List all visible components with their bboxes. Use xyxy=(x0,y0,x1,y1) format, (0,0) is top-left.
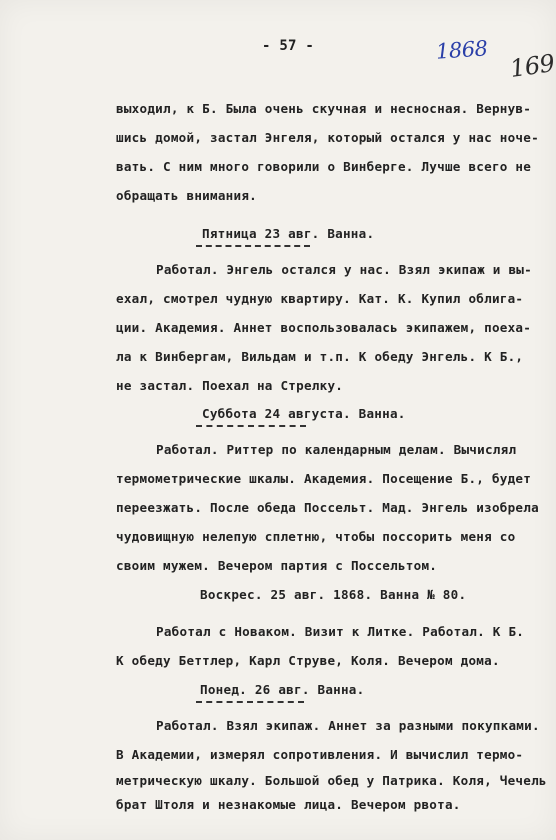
text-line: К обеду Беттлер, Карл Струве, Коля. Вечером дома. xyxy=(116,653,500,668)
text-line: ции. Академия. Аннет воспользовалась экипажем, поеха- xyxy=(116,320,532,335)
text-line: обращать внимания. xyxy=(116,188,257,203)
text-line: своим мужем. Вечером партия с Поссельтом. xyxy=(116,558,438,573)
heading-underline xyxy=(196,425,306,427)
text-line: Работал. Взял экипаж. Аннет за разными покупками. xyxy=(156,718,540,733)
text-line: шись домой, застал Энгеля, который остался у нас ночe- xyxy=(116,130,539,145)
entry-heading: Суббота 24 августа. Ванна. xyxy=(202,406,406,421)
heading-underline xyxy=(196,701,304,703)
handwritten-year: 1868 xyxy=(435,36,489,64)
handwritten-sheet-number: 169 xyxy=(508,49,556,83)
text-line: выходил, к Б. Была очень скучная и несносная. Вернув- xyxy=(116,101,532,116)
text-line: переезжать. После обеда Поссельт. Мад. Энгель изобрела xyxy=(116,500,539,515)
text-line: брат Штоля и незнакомые лица. Вечером рвота. xyxy=(116,797,461,812)
text-line: чудовищную нелепую сплетню, чтобы поссорить меня со xyxy=(116,529,516,544)
text-line: не застал. Поехал на Стрелку. xyxy=(116,378,344,393)
text-line: ла к Винбергам, Вильдам и т.п. К обеду Энгель. К Б., xyxy=(116,349,524,364)
entry-heading: Понед. 26 авг. Ванна. xyxy=(200,682,365,697)
text-line: Работал с Новаком. Визит к Литке. Работал. К Б. xyxy=(156,624,525,639)
heading-underline xyxy=(196,245,310,247)
page-number: - 57 - xyxy=(262,38,315,54)
text-line: Работал. Энгель остался у нас. Взял экипаж и вы- xyxy=(156,262,532,277)
text-line: Работал. Риттер по календарным делам. Вычислял xyxy=(156,442,517,457)
text-line: ехал, смотрел чудную квартиру. Кат. К. Купил облига- xyxy=(116,291,524,306)
text-line: В Академии, измерял сопротивления. И вычислил термо- xyxy=(116,747,524,762)
text-line: вать. С ним много говорили о Винберге. Лучше всего не xyxy=(116,159,532,174)
text-line: метрическую шкалу. Большой обед у Патрика. Коля, Чечель xyxy=(116,773,547,788)
text-line: термометрические шкалы. Академия. Посещение Б., будет xyxy=(116,471,532,486)
entry-heading: Пятница 23 авг. Ванна. xyxy=(202,226,375,241)
entry-heading: Воскрес. 25 авг. 1868. Ванна № 80. xyxy=(200,587,467,602)
